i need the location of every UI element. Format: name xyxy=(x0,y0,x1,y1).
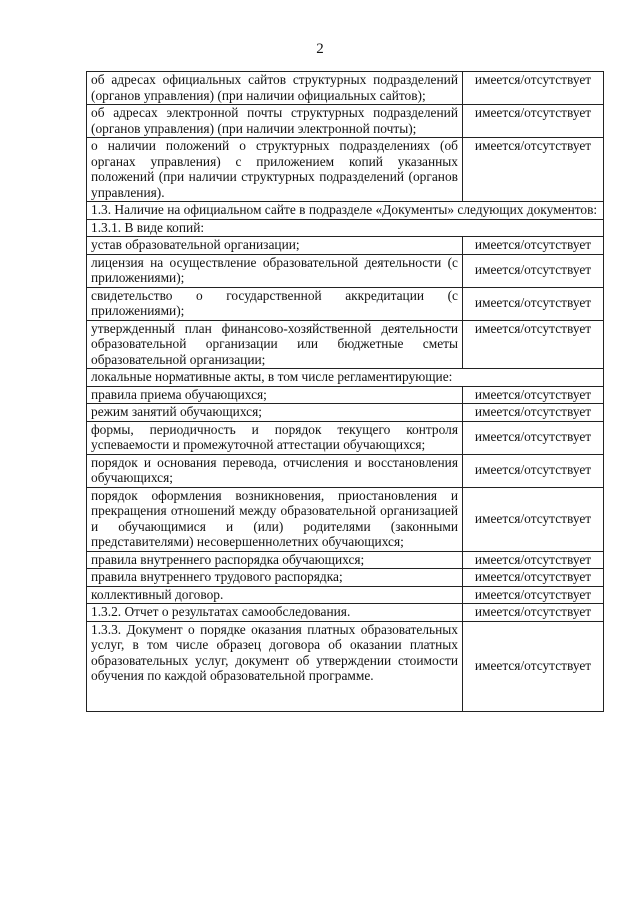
item-status: имеется/отсутствует xyxy=(463,138,604,202)
table-row xyxy=(87,604,604,622)
table-row xyxy=(87,138,604,202)
table-row xyxy=(87,487,604,551)
item-status: имеется/отсутствует xyxy=(463,421,604,454)
item-status: имеется/отсутствует xyxy=(463,237,604,255)
item-description: порядок и основания перевода, отчисления и восстановления обучающихся; xyxy=(87,454,463,487)
item-description: коллективный договор. xyxy=(87,586,463,604)
table-row xyxy=(87,287,604,320)
table-row xyxy=(87,569,604,587)
section-heading: локальные нормативные акты, в том числе регламентирующие: xyxy=(87,369,604,387)
checklist-table xyxy=(86,71,604,712)
table-row xyxy=(87,219,604,237)
item-description: свидетельство о государственной аккредитации (с приложениями); xyxy=(87,287,463,320)
item-status: имеется/отсутствует xyxy=(463,254,604,287)
item-status: имеется/отсутствует xyxy=(463,105,604,138)
item-description: 1.3.3. Документ о порядке оказания платных образовательных услуг, в том числе образец договора об оказании платных образовательных услуг, документ об утверждении стоимости обучения по каждой образовательной программе. xyxy=(87,621,463,711)
table-row xyxy=(87,369,604,387)
item-description: правила внутреннего трудового распорядка; xyxy=(87,569,463,587)
item-status: имеется/отсутствует xyxy=(463,604,604,622)
item-status: имеется/отсутствует xyxy=(463,404,604,422)
table-row xyxy=(87,404,604,422)
item-status: имеется/отсутствует xyxy=(463,487,604,551)
item-description: устав образовательной организации; xyxy=(87,237,463,255)
page-number: 2 xyxy=(316,41,324,57)
table-row xyxy=(87,551,604,569)
item-status: имеется/отсутствует xyxy=(463,586,604,604)
item-status: имеется/отсутствует xyxy=(463,287,604,320)
item-status: имеется/отсутствует xyxy=(463,454,604,487)
section-heading: 1.3.1. В виде копий: xyxy=(87,219,604,237)
item-description: формы, периодичность и порядок текущего контроля успеваемости и промежуточной аттестации обучающихся; xyxy=(87,421,463,454)
table-row xyxy=(87,621,604,711)
table-row xyxy=(87,320,604,369)
table-row xyxy=(87,72,604,105)
table-row xyxy=(87,454,604,487)
item-description: об адресах электронной почты структурных подразделений (органов управления) (при наличии электронной почты); xyxy=(87,105,463,138)
table-row xyxy=(87,237,604,255)
item-description: лицензия на осуществление образовательной деятельности (с приложениями); xyxy=(87,254,463,287)
table-row xyxy=(87,386,604,404)
item-description: об адресах официальных сайтов структурных подразделений (органов управления) (при наличии официальных сайтов); xyxy=(87,72,463,105)
item-status: имеется/отсутствует xyxy=(463,569,604,587)
item-description: порядок оформления возникновения, приостановления и прекращения отношений между образовательной организацией и обучающимися и (или) родителями (законными представителями) несовершеннолетних обучающихся; xyxy=(87,487,463,551)
item-description: 1.3.2. Отчет о результатах самообследования. xyxy=(87,604,463,622)
item-description: о наличии положений о структурных подразделениях (об органах управления) с приложением копий указанных положений (при наличии структурных подразделений (органов управления). xyxy=(87,138,463,202)
item-status: имеется/отсутствует xyxy=(463,320,604,369)
item-status: имеется/отсутствует xyxy=(463,72,604,105)
table-row xyxy=(87,254,604,287)
section-heading: 1.3. Наличие на официальном сайте в подразделе «Документы» следующих документов: xyxy=(87,202,604,220)
table-row xyxy=(87,586,604,604)
item-description: правила внутреннего распорядка обучающихся; xyxy=(87,551,463,569)
table-row xyxy=(87,202,604,220)
item-description: утвержденный план финансово-хозяйственной деятельности образовательной организации или бюджетные сметы образовательной организации; xyxy=(87,320,463,369)
item-description: режим занятий обучающихся; xyxy=(87,404,463,422)
item-status: имеется/отсутствует xyxy=(463,621,604,711)
item-status: имеется/отсутствует xyxy=(463,386,604,404)
item-status: имеется/отсутствует xyxy=(463,551,604,569)
item-description: правила приема обучающихся; xyxy=(87,386,463,404)
table-row xyxy=(87,421,604,454)
table-row xyxy=(87,105,604,138)
